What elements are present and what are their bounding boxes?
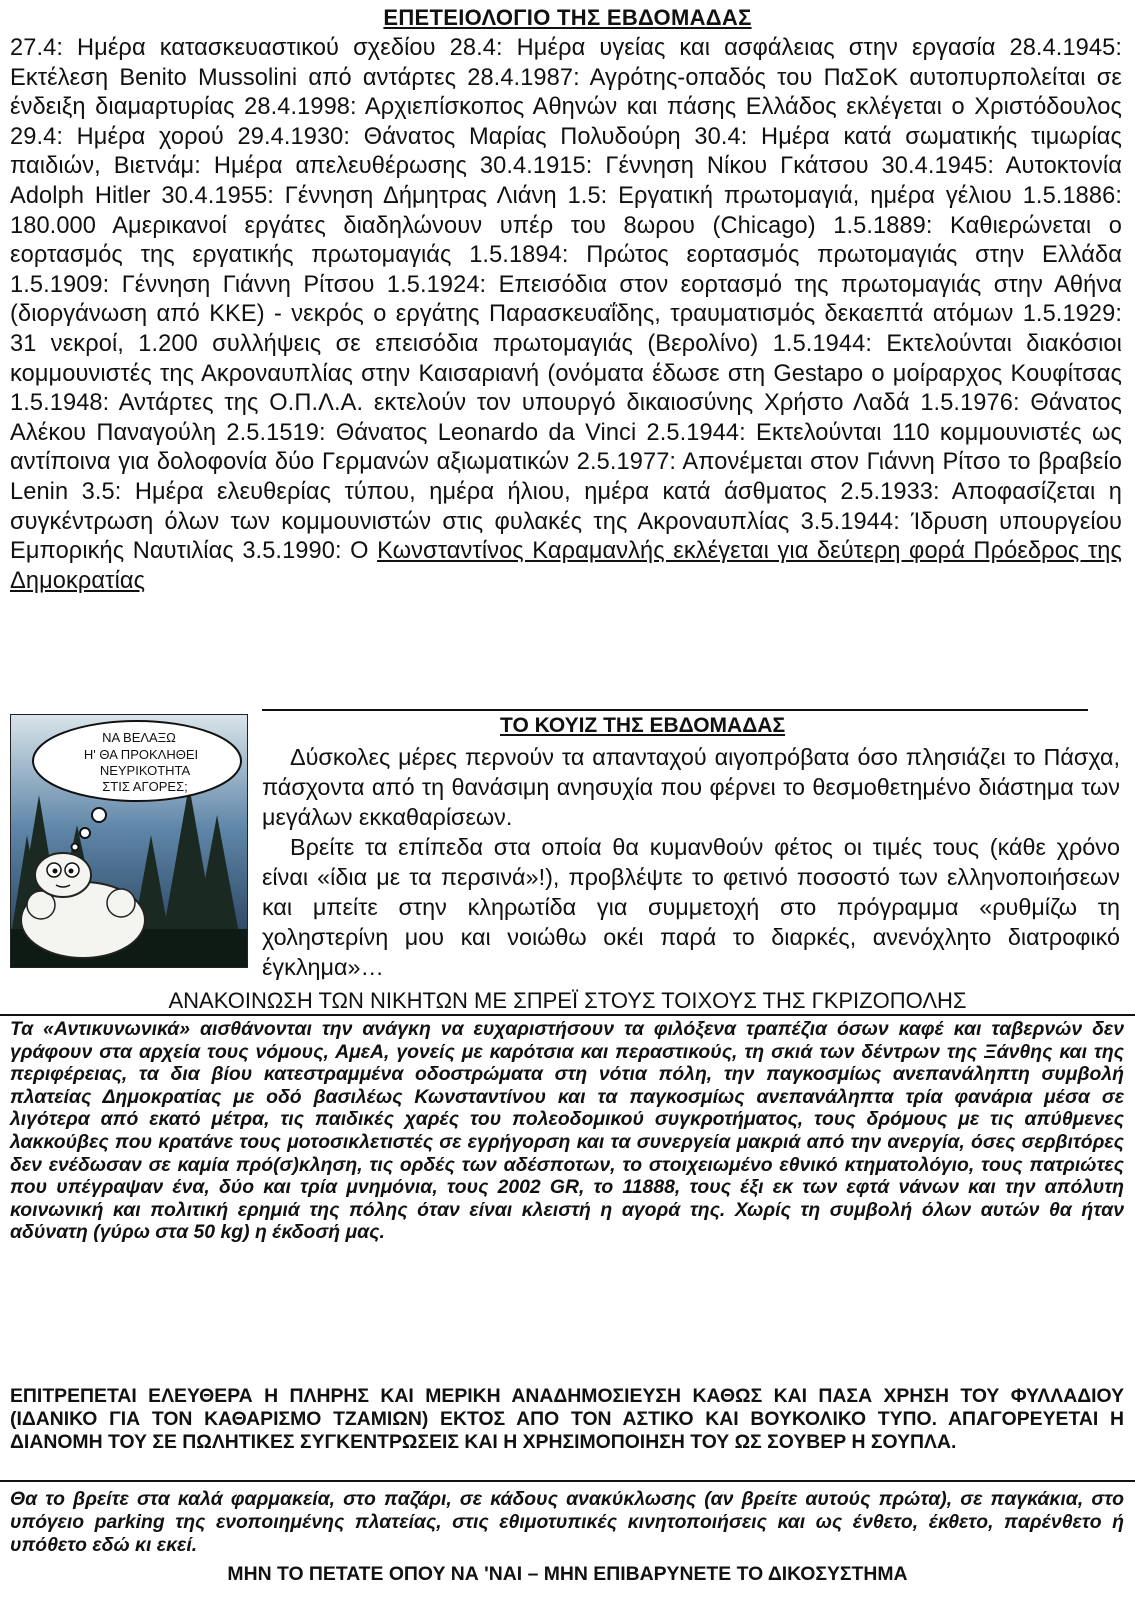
quiz-paragraph-1: Δύσκολες μέρες περνούν τα απανταχού αιγοπρόβατα όσο πλησιάζει το Πάσχα, πάσχοντα από τη θανάσιμη ανησυχία που φέρνει το θεσμοθετημένο διάστημα των μεγάλων εκκαθαρίσεων. [262, 744, 1120, 830]
thanks-paragraph: Τα «Αντικυνωνικά» αισθάνονται την ανάγκη να ευχαριστήσουν τα φιλόξενα τραπέζια όσων καφέ και ταβερνών δεν γράφουν στα αρχεία τους νόμους, ΑμεΑ, γονείς με καρότσια και περαστικούς, τη σκιά των δέντρων της Ξάνθης και της περιφέρειας, τα δια βίου κατεστραμμένα οδοστρώματα στη νότια πόλη, την παγκοσμίως ανεπανάληπτη συμβολή πλατείας Δημοκρατίας με οδό βασιλέως Κωνσταντίνου και τα παγκοσμίως ανεπανάληπτα τρία φανάρια μέσα σε λιγότερα από εκατό μέτρα, τις παιδικές χαρές του πολεοδομικού συγκροτήματος, τους δρόμους με τις απύθμενες λακκούβες που κρατάνε τους μοτοσικλετιστές σε εγρήγορση και τα συνεργεία μακριά από την ανεργία, όσες σερβιτόρες δεν ενέδωσαν σε καμία πρό(σ)κληση, τις ορδές των αδέσποτων, το στοιχειωμένο εθνικό κτηματολόγιο, τους πατριώτες που υπέγραψαν ένα, δύο και τρία μνημόνια, τους 2002 GR, το 11888, τους έξι εκ των εφτά νάνων και την απόλυτη κοινωνική και πολιτική ερημιά της πόλης όταν είναι κλειστή η αγορά της. Χωρίς τη συμβολή όλων αυτών θα ήταν αδύνατη (γύρω στα 50 kg) η έκδοσή μας. [10, 1018, 1124, 1244]
quiz-body [262, 742, 1120, 982]
sheep-cartoon [10, 714, 248, 968]
anniversaries-text [10, 34, 1122, 596]
distribution-paragraph: Θα το βρείτε στα καλά φαρμακεία, στο παζάρι, σε κάδους ανακύκλωσης (αν βρείτε αυτούς πρώτα), σε παγκάκια, στο υπόγειο parking της ενοποιημένης πλατείας, στις εθιμοτυπικές κινητοποιήσεις και ως ένθετο, έκθετο, παρένθετο ή υπόθετο εδώ κι εκεί. [10, 1488, 1124, 1556]
divider-after-quiz [0, 1014, 1135, 1016]
rights-notice: ΕΠΙΤΡΕΠΕΤΑΙ ΕΛΕΥΘΕΡΑ Η ΠΛΗΡΗΣ ΚΑΙ ΜΕΡΙΚΗ ΑΝΑΔΗΜΟΣΙΕΥΣΗ ΚΑΘΩΣ ΚΑΙ ΠΑΣΑ ΧΡΗΣΗ ΤΟΥ ΦΥΛΛΑΔΙΟΥ (ΙΔΑΝΙΚΟ ΓΙΑ ΤΟΝ ΚΑΘΑΡΙΣΜΟ ΤΖΑΜΙΩΝ) ΕΚΤΟΣ ΑΠΟ ΤΟΝ ΑΣΤΙΚΟ ΚΑΙ ΒΟΥΚΟΛΙΚΟ ΤΥΠΟ. ΑΠΑΓΟΡΕΥΕΤΑΙ Η ΔΙΑΝΟΜΗ ΤΟΥ ΣΕ ΠΩΛΗΤΙΚΕΣ ΣΥΓΚΕΝΤΡΩΣΕΙΣ ΚΑΙ Η ΧΡΗΣΙΜΟΠΟΙΗΣΗ ΤΟΥ ΩΣ ΣΟΥΒΕΡ Η ΣΟΥΠΛΑ. [10, 1385, 1124, 1453]
anniversaries-body: 27.4: Ημέρα κατασκευαστικού σχεδίου 28.4: Ημέρα υγείας και ασφάλειας στην εργασία 28.4.1945: Εκτέλεση Benito Mussolini από αντάρτες 28.4.1987: Αγρότης-οπαδός του ΠαΣοΚ αυτοπυρπολείται σε ένδειξη διαμαρτυρίας 28.4.1998: Αρχιεπίσκοπος Αθηνών και πάσης Ελλάδος εκλέγεται ο Χριστόδουλος 29.4: Ημέρα χορού 29.4.1930: Θάνατος Μαρίας Πολυδούρη 30.4: Ημέρα κατά σωματικής τιμωρίας παιδιών, Βιετνάμ: Ημέρα απελευθέρωσης 30.4.1915: Γέννηση Νίκου Γκάτσου 30.4.1945: Αυτοκτονία Adolph Hitler 30.4.1955: Γέννηση Δήμητρας Λιάνη 1.5: Εργατική πρωτομαγιά, ημέρα γέλιου 1.5.1886: 180.000 Αμερικανοί εργάτες διαδηλώνουν υπέρ του 8ωρου (Chicago) 1.5.1889: Καθιερώνεται ο εορτασμός της εργατικής πρωτομαγιάς 1.5.1894: Πρώτος εορτασμός πρωτομαγιάς στην Ελλάδα 1.5.1909: Γέννηση Γιάννη Ρίτσου 1.5.1924: Επεισόδια στον εορτασμό της πρωτομαγιάς στην Αθήνα (διοργάνωση από ΚΚΕ) - νεκρός ο εργάτης Παρασκευαΐδης, τραυματισμός δεκαεπτά ατόμων 1.5.1929: 31 νεκροί, 1.200 συλλήψεις σε επεισόδια πρωτομαγιάς (Βερολίνο) 1.5.1944: Εκτελούνται διακόσιοι κομμουνιστές της Ακροναυπλίας στην Καισαριανή (ονόματα έδωσε στη Gestapo ο μοίραρχος Κουφίτσας 1.5.1948: Αντάρτες της Ο.Π.Λ.Α. εκτελούν τον υπουργό δικαιοσύνης Χρήστο Λαδά 1.5.1976: Θάνατος Αλέκου Παναγούλη 2.5.1519: Θάνατος Leonardo da Vinci 2.5.1944: Εκτελούνται 110 κομμουνιστές ως αντίποινα για δολοφονία δύο Γερμανών αξιωματικών 2.5.1977: Απονέμεται στον Γιάννη Ρίτσο το βραβείο Lenin 3.5: Ημέρα ελευθερίας τύπου, ημέρα ήλιου, ημέρα κατά άσθματος 2.5.1933: Αποφασίζεται η συγκέντρωση όλων των κομμουνιστών στις φυλακές της Ακροναυπλίας 3.5.1944: Ίδρυση υπουργείου Εμπορικής Ναυτιλίας 3.5.1990: Ο [10, 35, 1122, 565]
bubble-line-2: Η' ΘΑ ΠΡΟΚΛΗΘΕΙ [83, 747, 199, 762]
quiz-paragraph-2: Βρείτε τα επίπεδα στα οποία θα κυμανθούν φέτος οι τιμές τους (κάθε χρόνο είναι «ίδια με τα περσινά»!), προβλέψτε το φετινό ποσοστό των ελληνοποιήσεων και μπείτε στην κληρωτίδα για συμμετοχή στο πρόγραμμα «ρυθμίζω τη χοληστερίνη μου και νοιώθω οκέι παρά το διαρκές, ανενόχλητο διατροφικό έγκλημα»… [262, 834, 1120, 980]
divider-after-anniversaries [262, 709, 1088, 711]
anniversaries-last-line: Κωνσταντίνος Καραμανλής εκλέγεται για δεύτερη φορά Πρόεδρος της Δημοκρατίας [10, 538, 1122, 594]
footer-slogan: ΜΗΝ ΤΟ ΠΕΤΑΤΕ ΟΠΟΥ ΝΑ 'ΝΑΙ – ΜΗΝ ΕΠΙΒΑΡΥΝΕΤΕ ΤΟ ΔΙΚΟΣΥΣΤΗΜΑ [227, 1563, 908, 1585]
sheep-cartoon-drawing [11, 715, 247, 967]
bubble-line-3: ΝΕΥΡΙΚΟΤΗΤΑ [99, 763, 191, 778]
anniversaries-title: ΕΠΕΤΕΙΟΛΟΓΙΟ ΤΗΣ ΕΒΔΟΜΑΔΑΣ [383, 5, 752, 30]
winners-announcement: ΑΝΑΚΟΙΝΩΣΗ ΤΩΝ ΝΙΚΗΤΩΝ ΜΕ ΣΠΡΕΪ ΣΤΟΥΣ ΤΟΙΧΟΥΣ ΤΗΣ ΓΚΡΙΖΟΠΟΛΗΣ [168, 988, 967, 1013]
quiz-title: ΤΟ ΚΟΥΙΖ ΤΗΣ ΕΒΔΟΜΑΔΑΣ [500, 714, 786, 737]
divider-before-where [0, 1480, 1135, 1482]
bubble-line-1: ΝΑ ΒΕΛΑΞΩ [102, 730, 176, 745]
bubble-line-4: ΣΤΙΣ ΑΓΟΡΕΣ; [102, 779, 188, 794]
